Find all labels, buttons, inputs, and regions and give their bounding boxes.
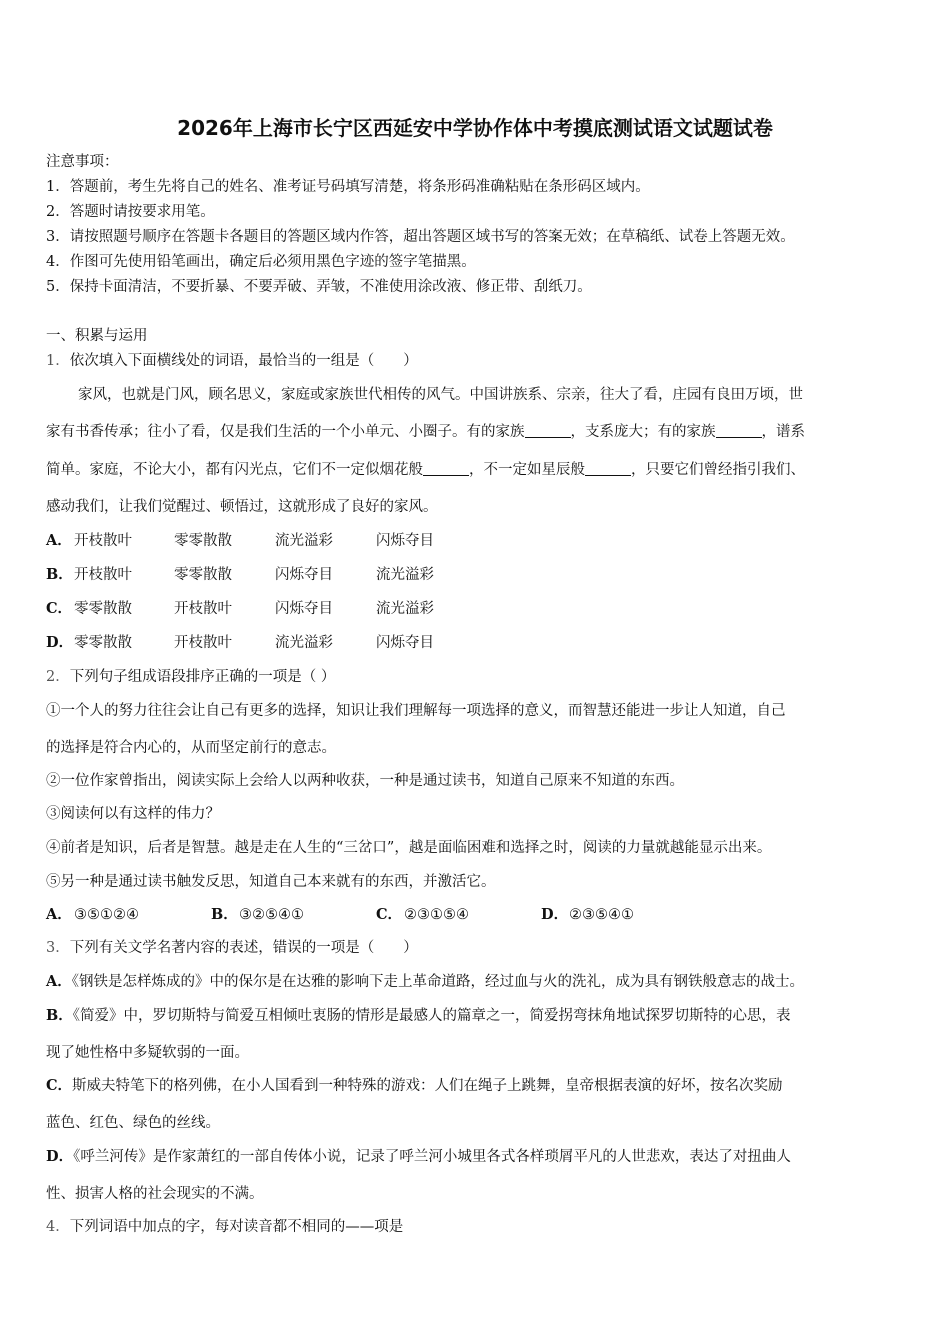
q3-option-d-cont: 性、损害人格的社会现实的不满。 — [46, 1186, 264, 1202]
q2-option-c — [376, 905, 541, 925]
section-heading: 一、积累与运用 — [46, 328, 148, 344]
option-text: 《钢铁是怎样炼成的》中的保尔是在达雅的影响下走上革命道路，经过血与火的洗礼，成为具有钢铁般意志的战士。 — [71, 974, 805, 990]
question-4 — [46, 1217, 403, 1237]
option-word: 闪烁夺目 — [376, 635, 434, 651]
option-word: 闪烁夺目 — [376, 533, 434, 549]
passage-line-2 — [46, 422, 805, 442]
option-letter: C． — [46, 600, 73, 617]
passage-text: 家有书香传承；往小了看，仅是我们生活的一个小单元、小圈子。有的家族 — [46, 424, 525, 440]
option-letter: C． — [376, 906, 403, 923]
option-word: 流光溢彩 — [376, 567, 434, 583]
option-word: 流光溢彩 — [275, 533, 333, 549]
q3-option-c-cont: 蓝色、红色、绿色的丝线。 — [46, 1115, 220, 1131]
option-text: 《简爱》中，罗切斯特与简爱互相倾吐衷肠的情形是最感人的篇章之一，简爱拐弯抹角地试探罗切斯特的心思，表 — [72, 1008, 791, 1024]
question-1 — [46, 351, 418, 371]
notice-item-5: 5．保持卡面清洁，不要折暴、不要弄破、弄皱，不准使用涂改液、修正带、刮纸刀。 — [46, 279, 592, 295]
q3-option-d — [46, 1147, 791, 1167]
question-number: 4． — [46, 1219, 70, 1235]
notice-item-3: 3．请按照题号顺序在答题卡各题目的答题区域内作答，超出答题区域书写的答案无效；在草稿纸、试卷上答题无效。 — [46, 229, 795, 245]
option-letter: A． — [46, 532, 72, 549]
option-text: 斯威夫特笔下的格列佛，在小人国看到一种特殊的游戏：人们在绳子上跳舞，皇帝根据表演的好坏，按名次奖励 — [72, 1078, 783, 1094]
option-letter: A． — [46, 973, 72, 990]
question-number: 2． — [46, 669, 70, 685]
q1-option-c — [46, 599, 434, 619]
passage-text: ，只要它们曾经指引我们、 — [631, 462, 805, 478]
option-letter: B． — [46, 1007, 73, 1024]
question-number: 3． — [46, 940, 70, 956]
question-number: 1． — [46, 353, 70, 369]
q3-option-c — [46, 1076, 783, 1096]
option-word: 零零散散 — [74, 635, 132, 651]
option-letter: A． — [46, 906, 72, 923]
option-text: ②③⑤④① — [569, 907, 634, 923]
question-3 — [46, 938, 418, 958]
notice-item-2: 2．答题时请按要求用笔。 — [46, 204, 215, 220]
option-text: ③②⑤④① — [239, 907, 304, 923]
q2-line-4: ③阅读何以有这样的伟力？ — [46, 806, 220, 822]
option-letter: D． — [541, 906, 569, 923]
option-text: ②③①⑤④ — [404, 907, 469, 923]
q2-option-b — [211, 905, 376, 925]
q2-line-6: ⑤另一种是通过读书触发反思，知道自己本来就有的东西，并激活它。 — [46, 874, 496, 890]
q2-option-a — [46, 905, 211, 925]
passage-text: 简单。家庭，不论大小，都有闪光点，它们不一定似烟花般 — [46, 462, 423, 478]
option-word: 开枝散叶 — [74, 567, 132, 583]
option-word: 零零散散 — [174, 533, 232, 549]
q1-option-d — [46, 633, 434, 653]
passage-text: ，支系庞大；有的家族 — [570, 424, 716, 440]
option-word: 流光溢彩 — [376, 601, 434, 617]
question-stem: 下列有关文学名著内容的表述，错误的一项是（ ） — [69, 940, 418, 956]
option-text: 《呼兰河传》是作家萧红的一部自传体小说，记录了呼兰河小城里各式各样琐屑平凡的人世悲欢，表达了对扭曲人 — [73, 1149, 791, 1165]
option-letter: C． — [46, 1077, 73, 1094]
question-stem: 依次填入下面横线处的词语，最恰当的一组是（ ） — [69, 353, 418, 369]
option-letter: D． — [46, 1148, 74, 1165]
option-letter: D． — [46, 634, 74, 651]
option-word: 流光溢彩 — [275, 635, 333, 651]
option-word: 开枝散叶 — [74, 533, 132, 549]
passage-line-3 — [46, 460, 805, 480]
q3-option-a — [46, 972, 804, 992]
q3-option-b-cont: 现了她性格中多疑软弱的一面。 — [46, 1045, 249, 1061]
option-word: 开枝散叶 — [174, 635, 232, 651]
q3-option-b — [46, 1006, 791, 1026]
question-stem: 下列句子组成语段排序正确的一项是（ ） — [69, 669, 336, 685]
q2-line-5: ④前者是知识，后者是智慧。越是走在人生的“三岔口”，越是面临困难和选择之时，阅读的力量就越能显示出来。 — [46, 840, 772, 856]
q1-option-a — [46, 531, 434, 551]
q2-options — [46, 905, 634, 925]
q2-line-2: 的选择是符合内心的，从而坚定前行的意志。 — [46, 740, 336, 756]
fill-blank — [716, 423, 762, 438]
passage-line-4: 感动我们，让我们觉醒过、顿悟过，这就形成了良好的家风。 — [46, 499, 438, 515]
option-letter: B． — [46, 566, 73, 583]
fill-blank — [585, 461, 631, 476]
passage-line-1: 家风，也就是门风，顾名思义，家庭或家族世代相传的风气。中国讲族系、宗亲，往大了看，庄园有良田万顷，世 — [78, 387, 803, 403]
passage-text: ，不一定如星辰般 — [469, 462, 585, 478]
option-word: 零零散散 — [174, 567, 232, 583]
option-letter: B． — [211, 906, 238, 923]
q2-line-1: ①一个人的努力往往会让自己有更多的选择，知识让我们理解每一项选择的意义，而智慧还能进一步让人知道，自己 — [46, 703, 786, 719]
notice-heading: 注意事项： — [46, 154, 119, 170]
notice-item-1: 1．答题前，考生先将自己的姓名、准考证号码填写清楚，将条形码准确粘贴在条形码区域内。 — [46, 179, 650, 195]
fill-blank — [423, 461, 469, 476]
option-word: 闪烁夺目 — [275, 601, 333, 617]
option-word: 零零散散 — [74, 601, 132, 617]
passage-text: ，谱系 — [761, 424, 805, 440]
option-word: 开枝散叶 — [174, 601, 232, 617]
fill-blank — [525, 423, 571, 438]
page-title: 2026年上海市长宁区西延安中学协作体中考摸底测试语文试题试卷 — [177, 116, 773, 140]
q1-option-b — [46, 565, 434, 585]
option-word: 闪烁夺目 — [275, 567, 333, 583]
q2-option-d — [541, 905, 634, 925]
option-text: ③⑤①②④ — [74, 907, 139, 923]
question-stem: 下列词语中加点的字，每对读音都不相同的——项是 — [69, 1219, 404, 1235]
q2-line-3: ②一位作家曾指出，阅读实际上会给人以两种收获，一种是通过读书，知道自己原来不知道的东西。 — [46, 773, 684, 789]
notice-item-4: 4．作图可先使用铅笔画出，确定后必须用黑色字迹的签字笔描黑。 — [46, 254, 476, 270]
question-2 — [46, 667, 335, 687]
